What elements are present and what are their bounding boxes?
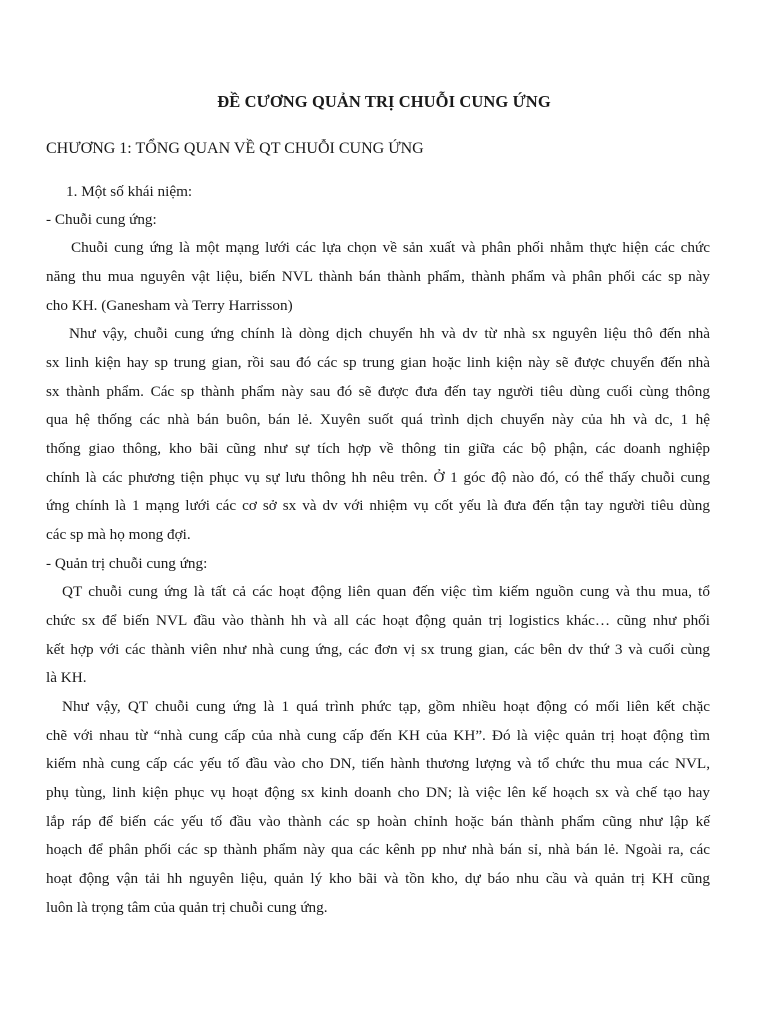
paragraph-1-line: Chuỗi cung ứng là một mạng lưới các lựa chọn về sản xuất và phân phối nhằm thực hiện các chức xyxy=(71,239,710,256)
paragraph-4-line: hoạt động vận tải hh nguyên liệu, quản lý kho bãi và tồn kho, dự báo nhu cầu và quản trị KH cũng xyxy=(46,870,710,887)
paragraph-2-line: Như vậy, chuỗi cung ứng chính là dòng dịch chuyển hh và dv từ nhà sx nguyên liệu thô đến nhà xyxy=(69,325,710,342)
bullet-supply-chain: - Chuỗi cung ứng: xyxy=(46,211,157,228)
paragraph-3-line: kết hợp với các thành viên như nhà cung ứng, các đơn vị sx trung gian, các bên dv thứ 3 và cuối cùng xyxy=(46,641,710,658)
bullet-scm: - Quản trị chuỗi cung ứng: xyxy=(46,555,208,572)
section-heading: 1. Một số khái niệm: xyxy=(66,183,193,200)
paragraph-2-line: các sp mà họ mong đợi. xyxy=(46,526,191,543)
chapter-heading: CHƯƠNG 1: TỔNG QUAN VỀ QT CHUỖI CUNG ỨNG xyxy=(46,140,424,157)
paragraph-4-line: Như vậy, QT chuỗi cung ứng là 1 quá trình phức tạp, gồm nhiều hoạt động có mối liên kết chặc xyxy=(62,698,710,715)
paragraph-4-line: chẽ với nhau từ “nhà cung cấp của nhà cung cấp đến KH của KH”. Đó là việc quản trị hoạt động tìm xyxy=(46,727,710,744)
paragraph-4-line: kiếm nhà cung cấp các yếu tố đầu vào cho DN, tiến hành thương lượng và tổ chức thu mua các NVL, xyxy=(46,755,710,772)
paragraph-3-line: QT chuỗi cung ứng là tất cả các hoạt động liên quan đến việc tìm kiếm nguồn cung và thu mua, tổ xyxy=(62,583,710,600)
paragraph-4-line: phụ tùng, linh kiện phục vụ hoạt động sx kinh doanh cho DN; là việc lên kế hoạch sx và chế tạo hay xyxy=(46,784,710,801)
document-title: ĐỀ CƯƠNG QUẢN TRỊ CHUỖI CUNG ỨNG xyxy=(217,92,551,111)
paragraph-4-line: luôn là trọng tâm của quản trị chuỗi cung ứng. xyxy=(46,899,328,916)
paragraph-2-line: chính là các phương tiện phục vụ sự lưu thông hh nêu trên. Ở 1 góc độ nào đó, có thể thấy chuỗi cung xyxy=(46,469,710,486)
paragraph-2-line: thống giao thông, kho bãi cũng như sự tích hợp về thông tin giữa các bộ phận, các doanh nghiệp xyxy=(46,440,710,457)
paragraph-2-line: qua hệ thống các nhà bán buôn, bán lẻ. Xuyên suốt quá trình dịch chuyển này của hh và dc, 1 hệ xyxy=(46,411,710,428)
paragraph-2-line: ứng chính là 1 mạng lưới các cơ sở sx và dv với nhiệm vụ cốt yếu là đưa đến tận tay người tiêu dùng xyxy=(46,497,710,514)
paragraph-1-line: cho KH. (Ganesham và Terry Harrisson) xyxy=(46,297,293,314)
paragraph-4-line: hoạch để phân phối các sp thành phẩm này qua các kênh pp như nhà bán sỉ, nhà bán lẻ. Ngoài ra, các xyxy=(46,841,710,858)
paragraph-3-line: là KH. xyxy=(46,669,87,686)
paragraph-4-line: lắp ráp để biến các yếu tố đầu vào thành các sp hoàn chỉnh hoặc bán thành phẩm cũng như lập kế xyxy=(46,813,710,830)
paragraph-2-line: sx thành phẩm. Các sp thành phẩm này sau đó sẽ được đưa đến tay người tiêu dùng cuối cùng thông xyxy=(46,383,710,400)
paragraph-2-line: sx linh kiện hay sp trung gian, rồi sau đó các sp trung gian hoặc linh kiện này sẽ được chuyển đến nhà xyxy=(46,354,710,371)
paragraph-3-line: chức sx để biến NVL đầu vào thành hh và all các hoạt động quản trị logistics khác… cũng như phối xyxy=(46,612,710,629)
paragraph-1-line: năng thu mua nguyên vật liệu, biến NVL thành bán thành phẩm, thành phẩm và phân phối các sp này xyxy=(46,268,710,285)
